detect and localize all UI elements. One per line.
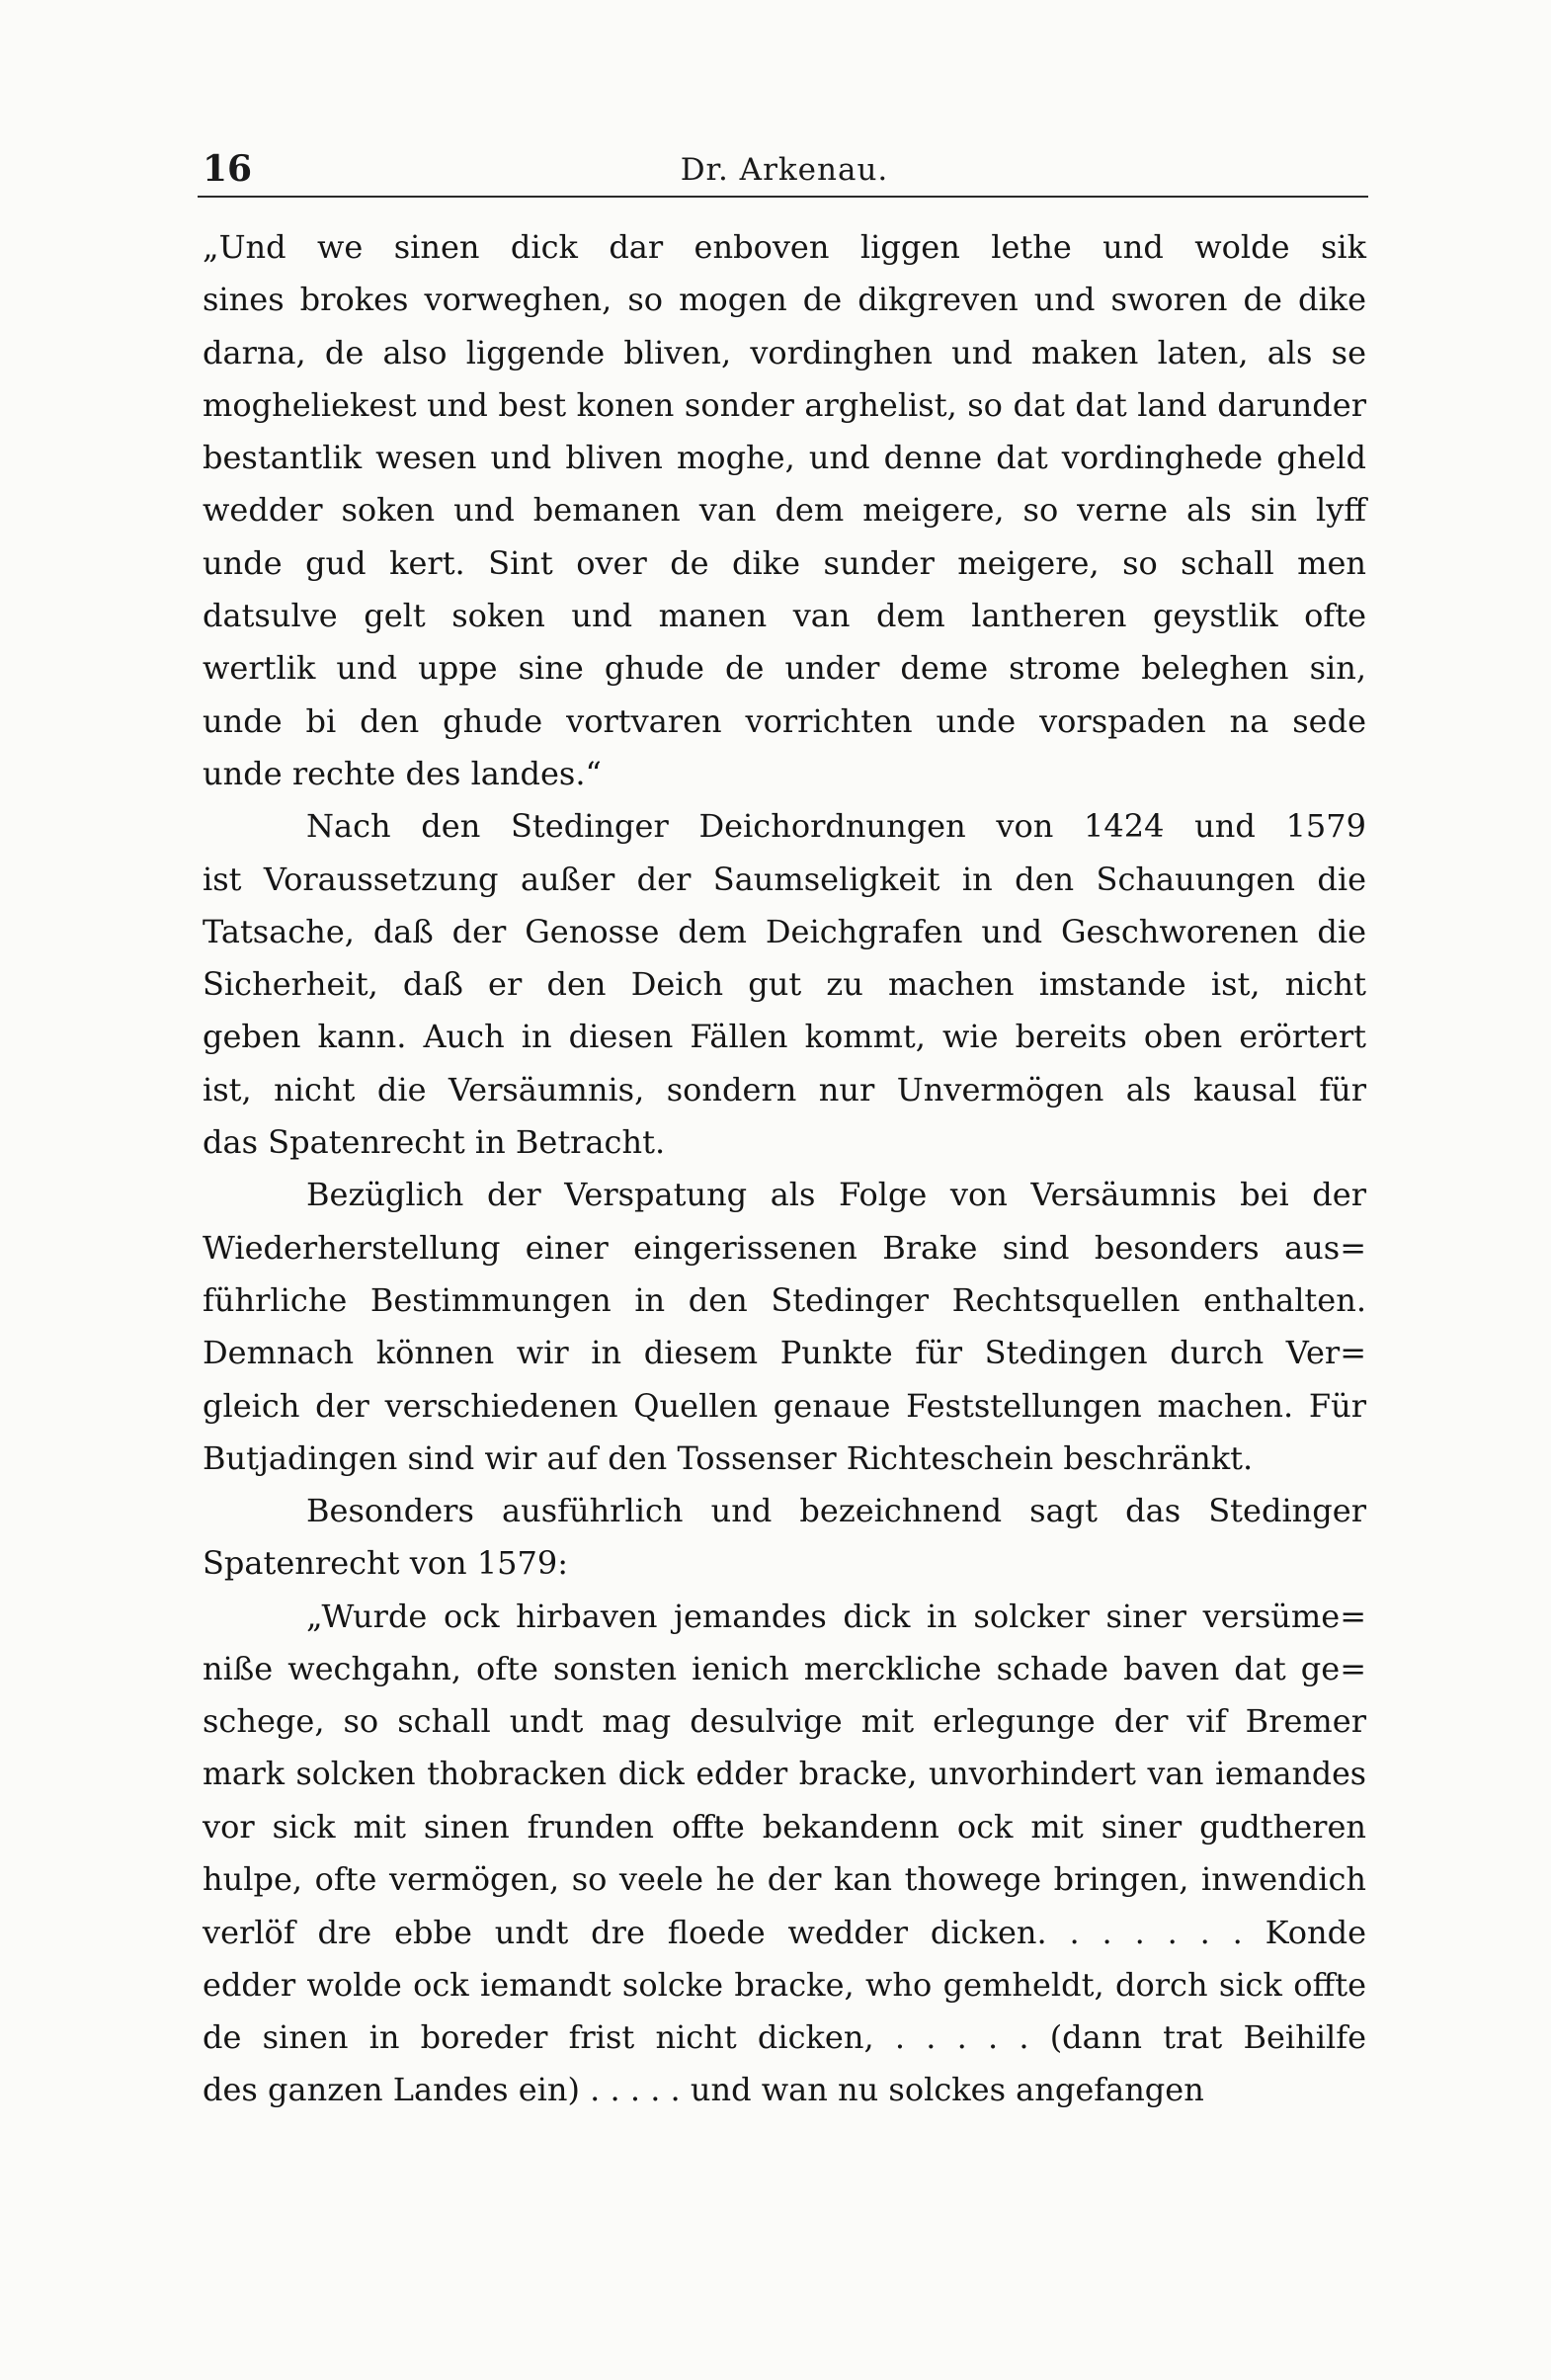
text-line: Wiederherstellung einer eingerissenen Brake sind besonders aus= <box>203 1228 1366 1267</box>
text-line: hulpe, ofte vermögen, so veele he der kan thowege bringen, inwendich <box>203 1860 1366 1899</box>
text-line: Bezüglich der Verspatung als Folge von Versäumnis bei der <box>306 1176 1366 1214</box>
text-line: wertlik und uppe sine ghude de under deme strome beleghen sin, <box>203 649 1366 688</box>
text-line: schege, so schall undt mag desulvige mit erlegunge der vif Bremer <box>203 1702 1366 1741</box>
paragraph <box>203 800 1366 1169</box>
text-line: sines brokes vorweghen, so mogen de dikgreven und sworen de dike <box>203 281 1366 319</box>
text-line: „Und we sinen dick dar enboven liggen lethe und wolde sik <box>203 228 1366 266</box>
text-line: ist Voraussetzung außer der Saumseligkeit in den Schauungen die <box>203 860 1366 898</box>
text-line: Spatenrecht von 1579: <box>203 1544 569 1583</box>
text-line: unde rechte des landes.“ <box>203 754 602 792</box>
text-line: darna, de also liggende bliven, vordinghen und maken laten, als se <box>203 333 1366 371</box>
text-line: edder wolde ock iemandt solcke bracke, who gemheldt, dorch sick offte <box>203 1965 1366 2004</box>
header-rule <box>198 196 1368 198</box>
text-line: Sicherheit, daß er den Deich gut zu machen imstande ist, nicht <box>203 965 1366 1004</box>
text-line: das Spatenrecht in Betracht. <box>203 1123 666 1162</box>
text-line: Demnach können wir in diesem Punkte für Stedingen durch Ver= <box>203 1334 1366 1372</box>
text-line: gleich der verschiedenen Quellen genaue Feststellungen machen. Für <box>203 1386 1366 1425</box>
page-header <box>203 148 1366 194</box>
text-line: datsulve gelt soken und manen van dem lantheren geystlik ofte <box>203 597 1366 635</box>
text-line: verlöf dre ebbe undt dre floede wedder dicken. . . . . . . Konde <box>203 1913 1366 1951</box>
text-line: Besonders ausführlich und bezeichnend sagt das Stedinger <box>306 1492 1366 1530</box>
text-line: wedder soken und bemanen van dem meigere, so verne als sin lyff <box>203 491 1366 530</box>
text-line: bestantlik wesen und bliven moghe, und denne dat vordinghede gheld <box>203 439 1366 477</box>
text-line: führliche Bestimmungen in den Stedinger Rechtsquellen enthalten. <box>203 1280 1366 1319</box>
text-line: unde gud kert. Sint over de dike sunder meigere, so schall men <box>203 543 1366 582</box>
paragraph <box>203 1169 1366 1485</box>
text-line: Nach den Stedinger Deichordnungen von 1424 und 1579 <box>306 807 1366 846</box>
text-line: mark solcken thobracken dick edder bracke, unvorhindert van iemandes <box>203 1756 1366 1792</box>
page-number: 16 <box>203 148 253 190</box>
text-line: mogheliekest und best konen sonder arghelist, so dat dat land darunder <box>203 385 1366 424</box>
paragraph <box>203 221 1366 800</box>
running-head: Dr. Arkenau. <box>680 152 889 188</box>
text-line: „Wurde ock hirbaven jemandes dick in solcker siner versüme= <box>306 1597 1366 1635</box>
text-line: Tatsache, daß der Genosse dem Deichgrafen und Geschworenen die <box>203 912 1366 950</box>
text-line: de sinen in boreder frist nicht dicken, . . . . . (dann trat Beihilfe <box>203 2018 1366 2057</box>
paragraph <box>203 1485 1366 1591</box>
text-line: niße wechgahn, ofte sonsten ienich merckliche schade baven dat ge= <box>203 1650 1366 1688</box>
paragraph <box>203 1591 1366 2117</box>
text-line: ist, nicht die Versäumnis, sondern nur Unvermögen als kausal für <box>203 1070 1366 1108</box>
text-line: geben kann. Auch in diesen Fällen kommt, wie bereits oben erörtert <box>203 1018 1366 1056</box>
text-line: vor sick mit sinen frunden offte bekandenn ock mit siner gudtheren <box>203 1807 1366 1846</box>
text-line: des ganzen Landes ein) . . . . . und wan nu solckes angefangen <box>203 2071 1204 2109</box>
body-text <box>203 221 1366 2117</box>
text-line: Butjadingen sind wir auf den Tossenser Richteschein beschränkt. <box>203 1438 1254 1477</box>
text-line: unde bi den ghude vortvaren vorrichten unde vorspaden na sede <box>203 701 1366 740</box>
